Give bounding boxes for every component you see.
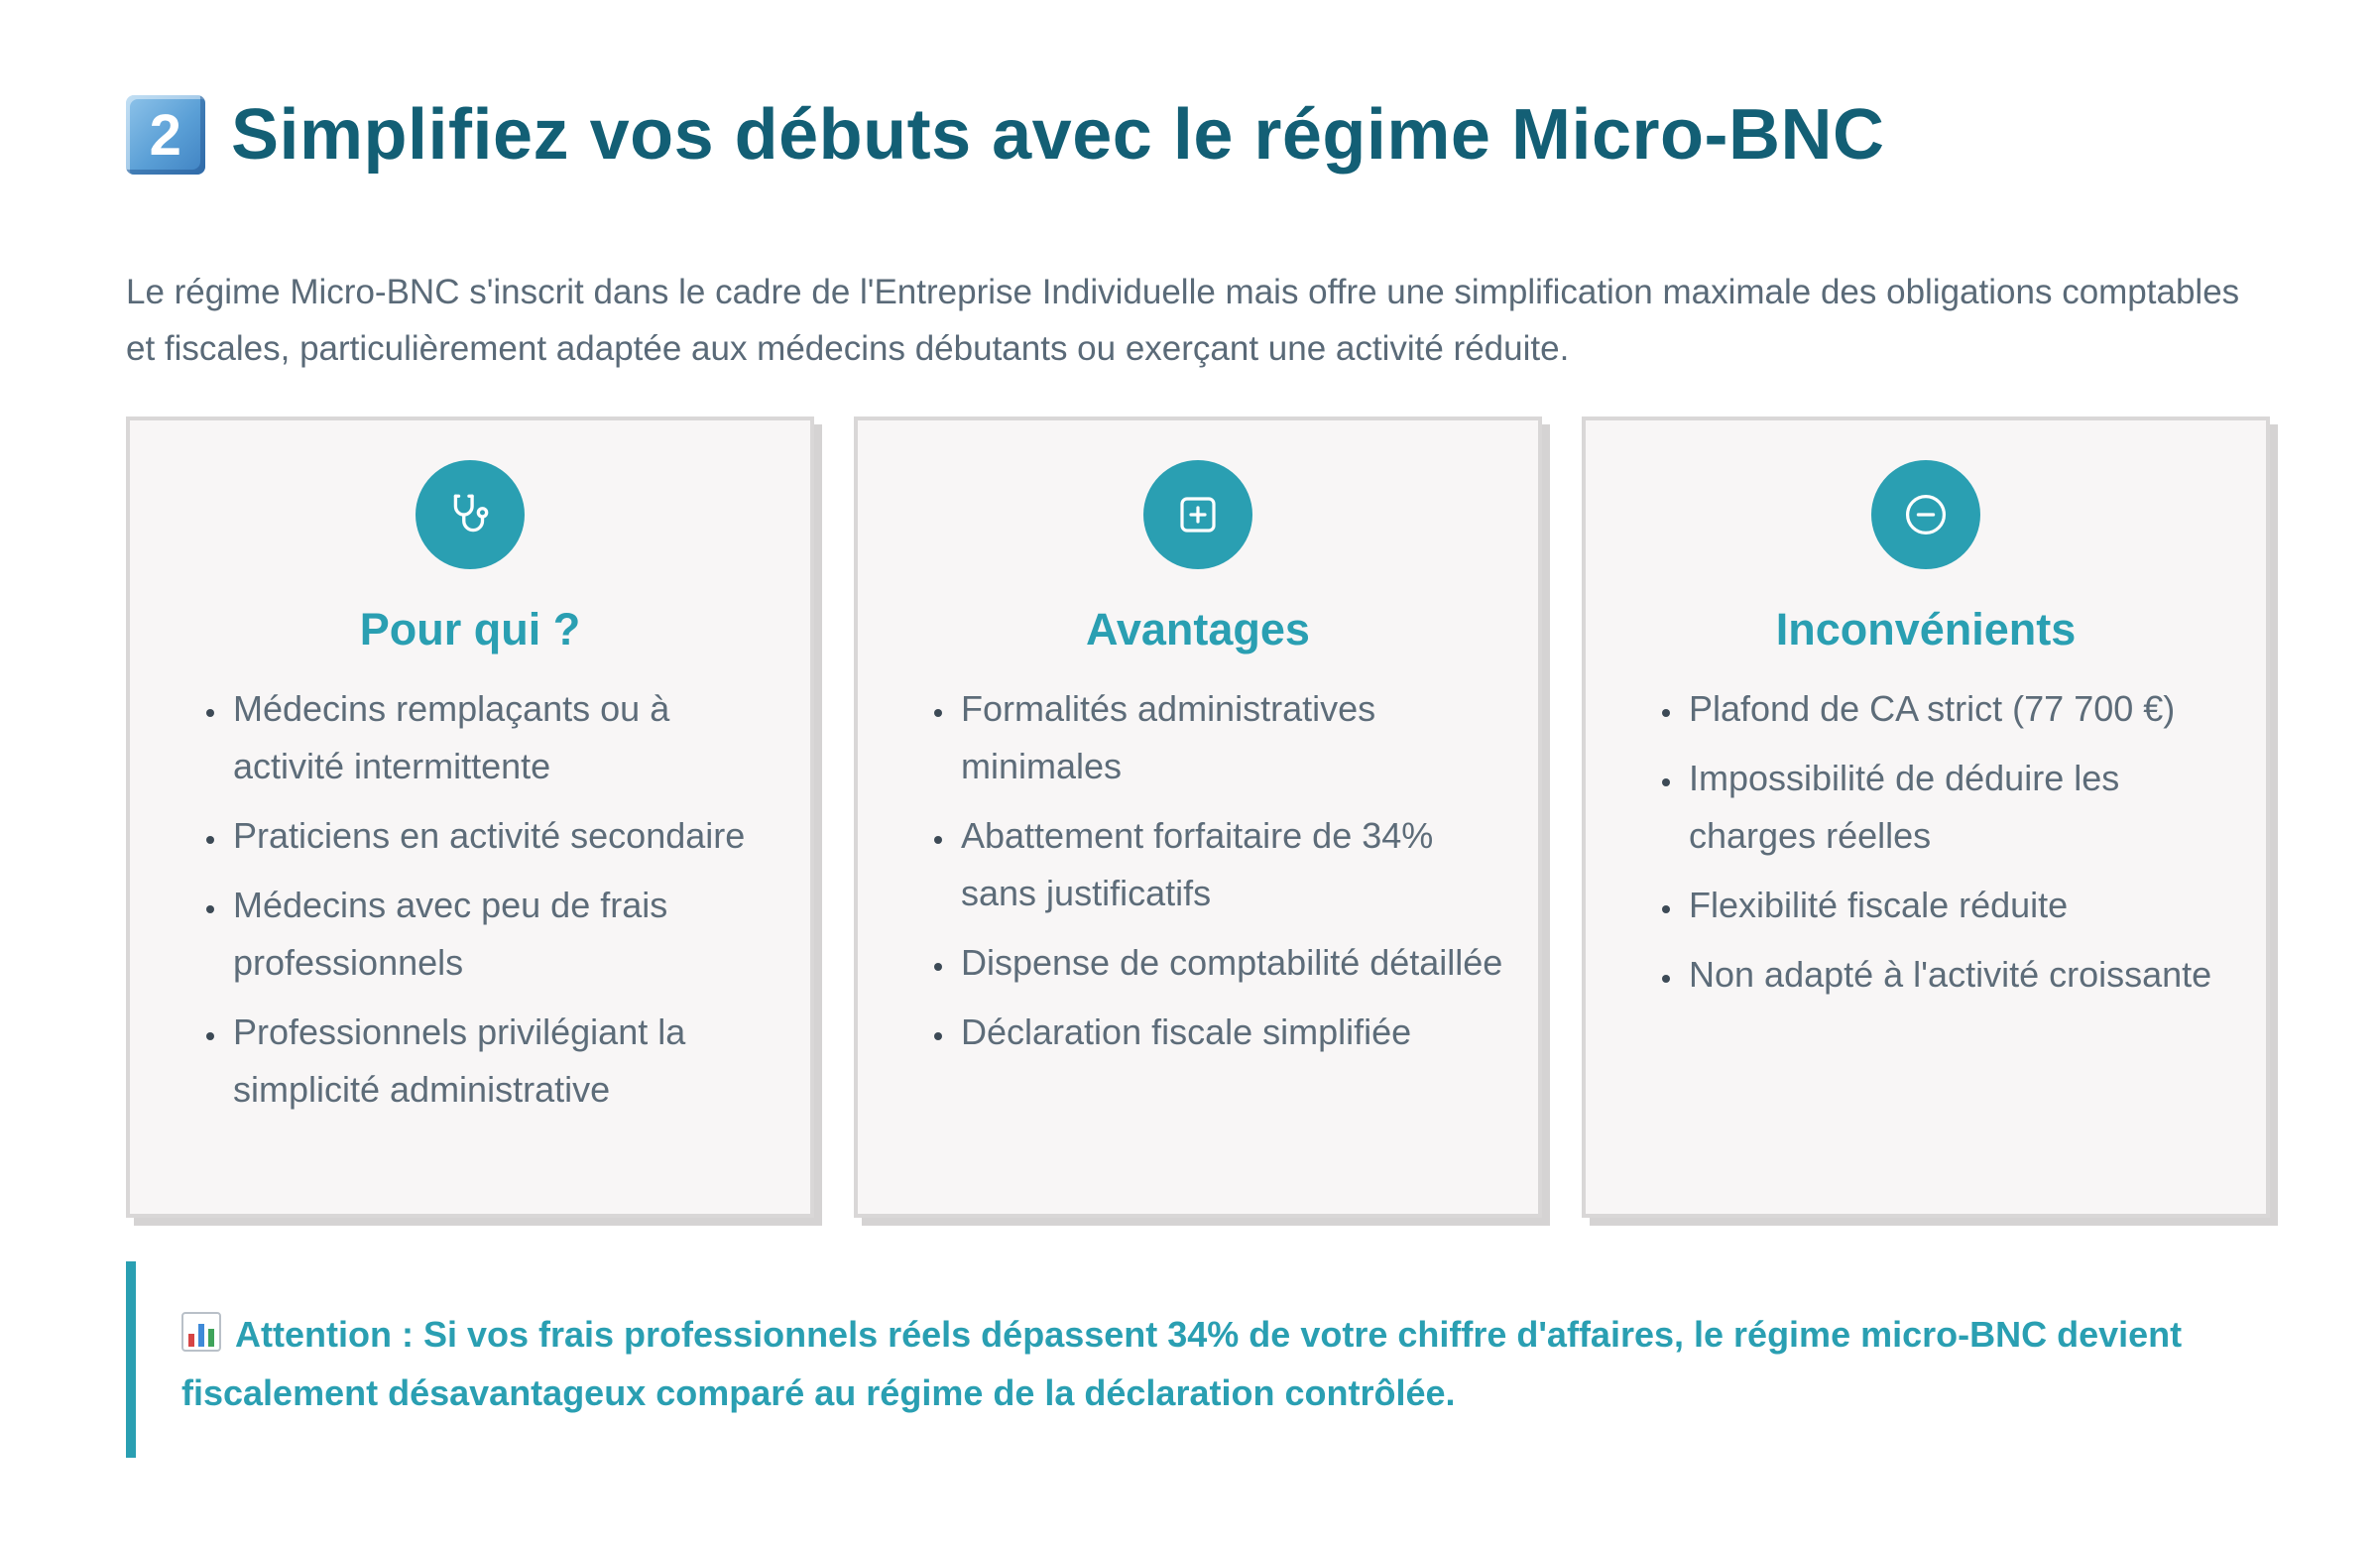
card-list xyxy=(1635,680,2246,1015)
card-title: Inconvénients xyxy=(1775,604,2077,654)
stethoscope-icon xyxy=(416,460,525,569)
card-list xyxy=(179,680,790,1130)
list-item: • Professionnels privilégiant la simplicité administrative xyxy=(229,1004,790,1119)
list-item: • Non adapté à l'activité croissante xyxy=(1685,946,2246,1004)
list-item: • Flexibilité fiscale réduite xyxy=(1685,877,2246,934)
list-item: • Dispense de comptabilité détaillée xyxy=(957,934,1518,992)
minus-circle-icon xyxy=(1871,460,1980,569)
list-item: • Praticiens en activité secondaire xyxy=(229,807,790,865)
bar-chart-icon xyxy=(181,1312,221,1352)
card-title: Pour qui ? xyxy=(359,604,581,654)
plus-square-icon xyxy=(1143,460,1252,569)
list-item: • Médecins avec peu de frais professionnels xyxy=(229,877,790,992)
card-title: Avantages xyxy=(1086,604,1310,654)
card-pour-qui xyxy=(126,416,814,1218)
list-item: • Abattement forfaitaire de 34% sans justificatifs xyxy=(957,807,1518,922)
card-inconvenients xyxy=(1582,416,2270,1218)
list-item: • Médecins remplaçants ou à activité intermittente xyxy=(229,680,790,795)
attention-text: Attention : Si vos frais professionnels réels dépassent 34% de votre chiffre d'affaires, le régime micro-BNC devient fiscalement désavantageux comparé au régime de la déclaration contrôlée. xyxy=(181,1314,2183,1413)
list-item: • Plafond de CA strict (77 700 €) xyxy=(1685,680,2246,738)
intro-paragraph: Le régime Micro-BNC s'inscrit dans le cadre de l'Entreprise Individuelle mais offre une simplification maximale des obligations comptables et fiscales, particulièrement adaptée aux médecins débutants ou exerçant une activité réduite. xyxy=(126,273,2240,368)
list-item: • Impossibilité de déduire les charges réelles xyxy=(1685,750,2246,865)
card-list xyxy=(907,680,1518,1073)
page-title xyxy=(126,94,1884,176)
list-item: • Formalités administratives minimales xyxy=(957,680,1518,795)
card-avantages xyxy=(854,416,1542,1218)
list-item: • Déclaration fiscale simplifiée xyxy=(957,1004,1518,1061)
attention-paragraph xyxy=(181,1305,2252,1422)
number-badge: 2 xyxy=(126,95,205,175)
page-title-text: Simplifiez vos débuts avec le régime Micro-BNC xyxy=(231,95,1885,175)
attention-callout xyxy=(126,1261,2272,1458)
cards-row xyxy=(126,416,2272,1218)
